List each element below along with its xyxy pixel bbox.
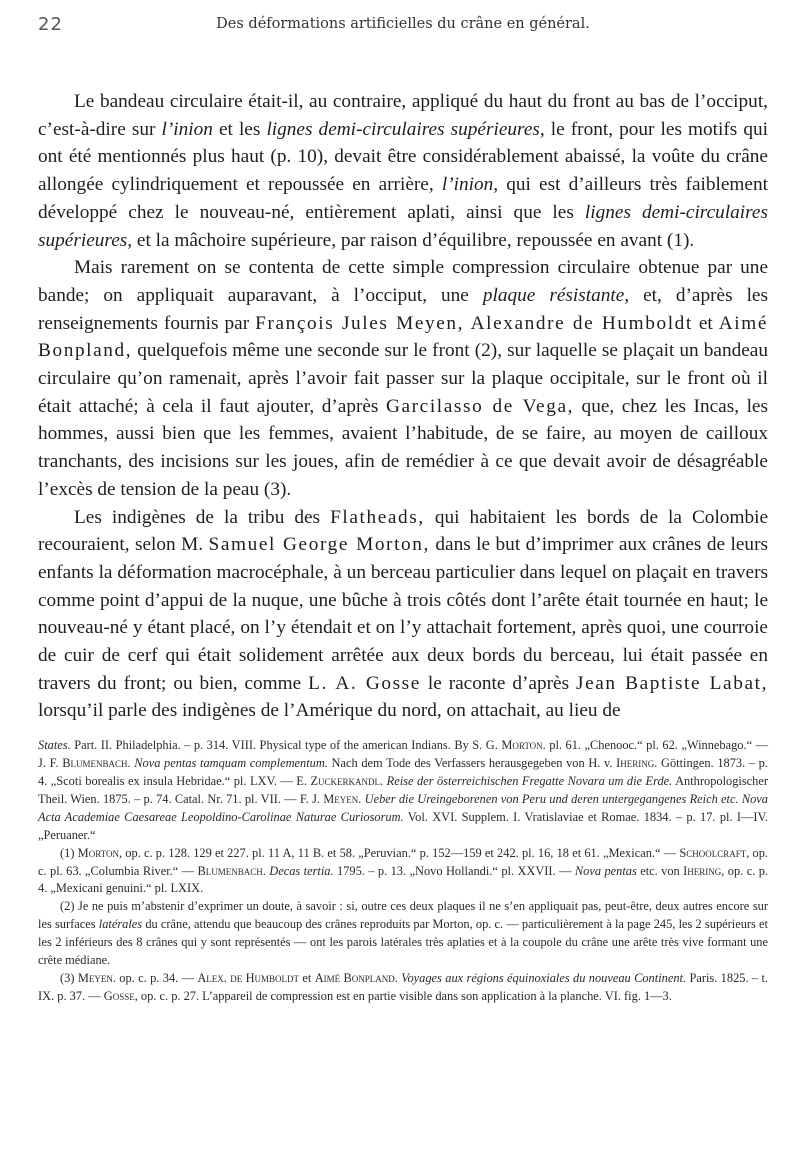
text-segment: op. c. p. 34. — (115, 970, 198, 985)
text-segment: Anthropologischer Theil. Wien. 1875. – p. 74. Catal. Nr. 71. pl. VII. — F. J. (38, 773, 769, 806)
text-segment: Samuel George Morton, (208, 534, 430, 556)
text-segment: Vol. XVI. Supplem. I. Vratislaviae et Romae. 1834. – p. 17. pl. I—IV. „Peruaner.“ (38, 809, 769, 842)
text-segment: States. (38, 738, 71, 753)
text-segment: et la mâchoire supérieure, par raison d’équilibre, repoussée en avant (1). (132, 229, 695, 251)
text-segment: pl. 61. „Chenooc.“ pl. 62. „Winnebago.“ — J. F. (38, 738, 768, 771)
text-segment: Nach dem Tode des Verfassers herausgegeben von H. v. (327, 756, 617, 771)
text-segment: François Jules Meyen, Alexandre de Humboldt (255, 312, 693, 334)
text-segment: L. A. Gosse (308, 672, 421, 694)
text-segment: latérales (98, 917, 143, 932)
text-segment: qui habitaient les bords de la Colombie recouraient, selon M. (38, 506, 769, 556)
text-segment: Aimé Bonpland. (314, 970, 398, 985)
text-segment: Meyen. (323, 791, 362, 806)
page-number: 22 (38, 14, 63, 35)
text-segment: et les (212, 118, 267, 140)
text-segment: op. c. p. 4. „Mexicani genuini.“ pl. LXIX. (38, 863, 768, 896)
text-segment: l’inion (161, 118, 213, 140)
text-segment: lignes demi-circulaires supérieures, (38, 201, 768, 251)
paragraph (38, 254, 768, 503)
text-segment: Nova pentas tamquam complementum. (134, 756, 328, 771)
text-segment: Jean Baptiste Labat, (576, 672, 768, 694)
text-segment: Flatheads, (330, 506, 425, 528)
text-segment: lignes demi-circulaires supérieures, (266, 118, 545, 140)
text-segment: quelquefois même une seconde sur le front (2), sur laquelle se plaçait un bandeau circulaire qu’on ramenait, après l’avoir fait passer sur la plaque occipitale, sur le front où il était attaché; à cela il faut ajouter, d’après (38, 340, 768, 417)
text-segment: du crâne, attendu que beaucoup des crânes reproduits par Morton, op. c. — particulièrement à la page 245, les 2 supérieurs et les 2 inférieurs des 8 crânes qui y sont représentés — ont les parois latérales très aplaties et à la coupole du crâne une arête très vive formant une crête médiane. (38, 917, 768, 968)
text-segment: etc. von (636, 863, 684, 878)
footnote (38, 898, 768, 970)
text-segment: Decas tertia. (269, 863, 334, 878)
text-segment: qui est d’ailleurs très faiblement développé chez le nouveau-né, entièrement aplati, ainsi que les (38, 174, 768, 223)
text-segment: et (692, 312, 719, 334)
text-segment: Schoolcraft, (679, 845, 750, 860)
text-segment: que, chez les Incas, les hommes, aussi bien que les femmes, avaient l’habitude, de se faire, au moyen de cailloux tranchants, des incisions sur les joues, afin de remédier à ce que devait avoir de désagréable l’excès de tension de la peau (3). (38, 395, 768, 500)
paragraph (38, 88, 768, 254)
text-segment: Alex. de Humboldt (197, 970, 300, 985)
text-segment: op. c. pl. 63. „Columbia River.“ — (38, 845, 769, 878)
footnotes (38, 737, 768, 1006)
text-segment: (2) Je ne puis m’abstenir d’exprimer un doute, à savoir : si, outre ces deux plaques il ne s’en appliquait pas, peut-être, deux autres encore sur les surfaces (38, 899, 768, 932)
text-segment: Ueber die Ureingeborenen von Peru und deren untergegangenes Reich etc. Nova Acta Academiae Caesareae Leopoldino-Carolinae Naturae Curiosorum. (38, 791, 768, 824)
footnote (38, 970, 768, 1006)
text-segment: l’inion, (441, 174, 499, 196)
text-segment: Les indigènes de la tribu des (74, 506, 331, 528)
text-segment: Morton. (501, 738, 546, 753)
text-segment: Göttingen. 1873. – p. 4. „Scoti borealis ex insula Hebridae.“ pl. LXV. — E. (38, 756, 768, 788)
text-segment: le front, pour les motifs qui ont été mentionnés plus haut (p. 10), devait être considérablement abaissé, la voûte du crâne allongée cylindriquement et repoussée en arrière, (38, 118, 768, 196)
text-segment: (1) (60, 845, 78, 860)
footnote (38, 845, 768, 899)
text-segment: 1795. – p. 13. „Novo Hollandi.“ pl. XXVII. — (333, 863, 575, 878)
text-segment: lorsqu’il parle des indigènes de l’Amérique du nord, on attachait, au lieu de (38, 700, 621, 722)
text-segment: Meyen. (77, 970, 116, 985)
text-segment: op. c. p. 128. 129 et 227. pl. 11 A, 11 B. et 58. „Peruvian.“ p. 152—159 et 242. pl. 16, 18 et 61. „Mexican.“ — (122, 845, 680, 860)
text-segment: Nova pentas (574, 863, 637, 878)
text-segment: op. c. p. 27. L’appareil de compression est en partie visible dans son application à la planche. VI. fig. 1—3. (137, 988, 672, 1003)
text-segment: dans le but d’imprimer aux crânes de leurs enfants la déformation macrocéphale, à un berceau particulier dans lequel on plaçait en travers comme point d’appui de la nuque, une bûche à trois côtés dont l’arête était tournée en haut; le nouveau-né y étant placé, on l’y étendait et on l’y attachait fortement, après quoi, une courroie de cuir de cerf qui était solidement arrêtée aux deux bords du berceau, lui était passée en travers du front; ou bien, comme (38, 534, 768, 694)
text-segment: Voyages aux régions équinoxiales du nouveau Continent. (401, 970, 687, 985)
text-segment: Part. II. Philadelphia. – p. 314. VIII. Physical type of the american Indians. By S. G. (70, 738, 502, 753)
text-segment: (3) (60, 970, 78, 985)
text-segment: Paris. 1825. – t. IX. p. 37. — (38, 970, 769, 1003)
text-segment: le raconte d’après (420, 672, 576, 694)
text-segment: Zuckerkandl. (310, 773, 384, 788)
text-segment: Reise der österreichischen Fregatte Novara um die Erde. (386, 773, 673, 788)
main-text (38, 88, 768, 725)
text-segment: Mais rarement on se contenta de cette simple compression circulaire obtenue par une bande; on appliquait auparavant, à l’occiput, une (38, 257, 768, 306)
text-segment: et (299, 970, 315, 985)
page-header (38, 14, 768, 48)
text-segment: Ihering, (683, 863, 725, 878)
paragraph (38, 504, 768, 726)
text-segment: Aimé Bonpland, (38, 312, 769, 362)
running-title: Des déformations artificielles du crâne en général. (216, 16, 590, 32)
book-page (38, 14, 768, 1006)
text-segment: Morton, (77, 845, 123, 860)
text-segment: Gosse, (103, 988, 138, 1003)
text-segment: Le bandeau circulaire était-il, au contraire, appliqué du haut du front au bas de l’occiput, c’est-à-dire sur (38, 91, 768, 140)
footnote (38, 737, 768, 844)
text-segment: Garcilasso de Vega, (385, 395, 575, 417)
text-segment: Blumenbach. (62, 756, 131, 771)
text-segment: Blumenbach. (197, 863, 266, 878)
text-segment: plaque résistante, (482, 284, 630, 306)
text-segment: Ihering. (616, 756, 658, 771)
text-segment: et, d’après les renseignements fournis par (38, 284, 768, 334)
